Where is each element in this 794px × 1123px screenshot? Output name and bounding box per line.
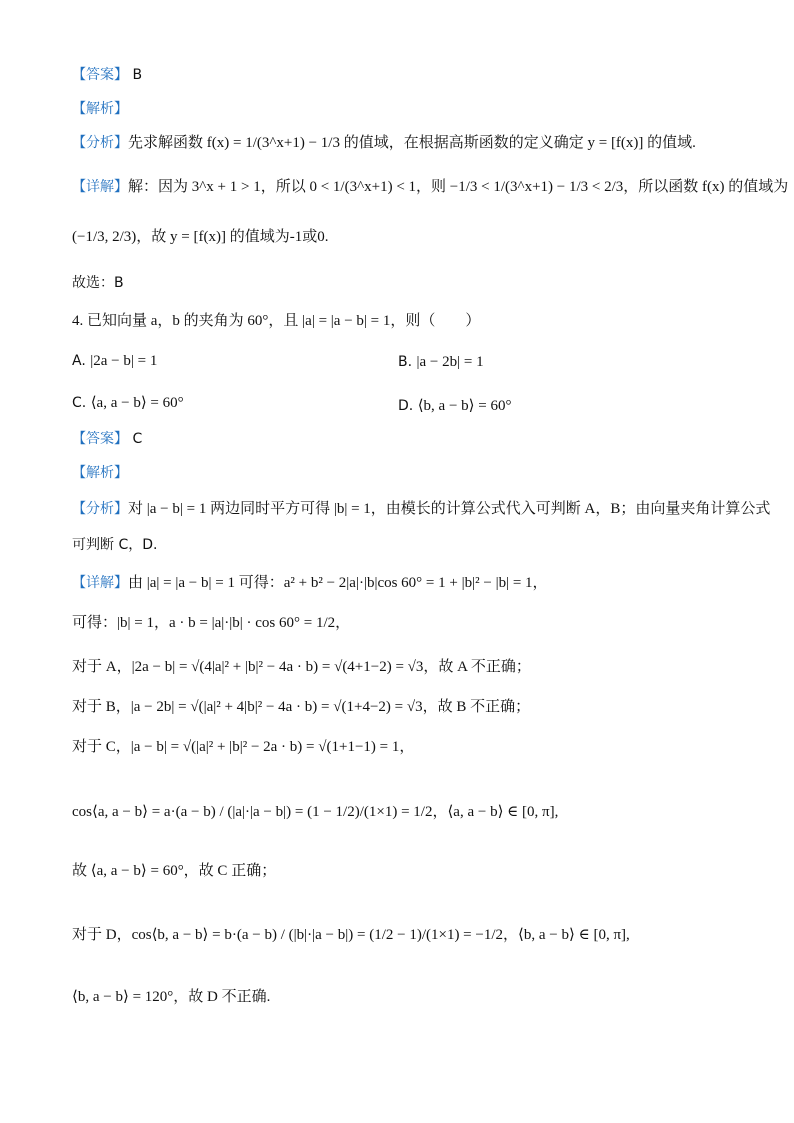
analysis-tag: 【解析】: [72, 101, 128, 117]
analysis-tag: 【解析】: [72, 465, 128, 481]
step-text: 对于 D，cos⟨b, a − b⟩ = b·(a − b) / (|b|·|a − b|) = (1/2 − 1)/(1×1) = −1/2，⟨b, a − b⟩ ∈ [0, π],: [72, 927, 630, 943]
option-b[interactable]: [398, 354, 484, 371]
step-text: 对于 A，|2a − b| = √(4|a|² + |b|² − 4a · b) = √(4+1−2) = √3，故 A 不正确；: [72, 659, 531, 675]
option-text: |a − 2b| = 1: [416, 354, 484, 370]
fenxi-text-1: 对 |a − b| = 1 两边同时平方可得 |b| = 1，由模长的计算公式代入可判断 A，B；由向量夹角计算公式: [128, 501, 771, 517]
fenxi-text-2: 可判断 C，D.: [72, 537, 158, 553]
option-label: D.: [398, 398, 414, 414]
option-label: B.: [398, 354, 413, 370]
xiangjie-step-3: [72, 660, 531, 675]
xiangjie-step-1: [72, 576, 548, 591]
xiangjie-step-4: [72, 700, 530, 715]
fenxi-line-q3: [72, 136, 696, 151]
xiangjie-tag: 【详解】: [72, 575, 128, 591]
xiangjie-step-6: [72, 805, 558, 820]
option-d[interactable]: [398, 396, 511, 415]
step-text: 对于 C，|a − b| = √(|a|² + |b|² − 2a · b) = √(1+1−1) = 1，: [72, 739, 415, 755]
fenxi-line2-q4: [72, 538, 157, 552]
fenxi-tag: 【分析】: [72, 501, 128, 517]
option-text: |2a − b| = 1: [90, 353, 158, 369]
xiangjie-step-2: [72, 616, 350, 631]
step-text: 由 |a| = |a − b| = 1 可得：a² + b² − 2|a|·|b|cos 60° = 1 + |b|² − |b| = 1，: [128, 575, 548, 591]
fenxi-text: 先求解函数 f(x) = 1/(3^x+1) − 1/3 的值域，在根据高斯函数的定义确定 y = [f(x)] 的值域.: [128, 135, 696, 151]
option-text: ⟨a, a − b⟩ = 60°: [90, 395, 184, 411]
step-text: cos⟨a, a − b⟩ = a·(a − b) / (|a|·|a − b|) = (1 − 1/2)/(1×1) = 1/2，⟨a, a − b⟩ ∈ [0, π],: [72, 804, 559, 820]
analysis-heading-q3: [72, 102, 128, 116]
step-text: 可得：|b| = 1，a · b = |a|·|b| · cos 60° = 1/2，: [72, 615, 351, 631]
step-text: ⟨b, a − b⟩ = 120°，故 D 不正确.: [72, 989, 271, 1005]
choose-line-q3: [72, 276, 124, 290]
answer-value: C: [132, 431, 143, 447]
analysis-heading-q4: [72, 466, 128, 480]
question-4-stem: [72, 314, 480, 329]
xiangjie-step-5: [72, 740, 414, 755]
option-text: ⟨b, a − b⟩ = 60°: [417, 398, 512, 414]
answer-line-q3: [72, 68, 142, 82]
xiangjie-step-7: [72, 864, 276, 879]
fenxi-tag: 【分析】: [72, 135, 128, 151]
choose-text: 故选：B: [72, 275, 124, 291]
xiangjie-step-9: [72, 990, 270, 1005]
xiangjie-step-8: [72, 928, 630, 943]
option-label: C.: [72, 395, 87, 411]
answer-line-q4: [72, 432, 142, 446]
xiangjie-text-1: 解：因为 3^x + 1 > 1，所以 0 < 1/(3^x+1) < 1，则 −1/3 < 1/(3^x+1) − 1/3 < 2/3，所以函数 f(x) 的值域为: [128, 179, 789, 195]
answer-value: B: [132, 67, 143, 83]
option-a[interactable]: [72, 354, 157, 369]
xiangjie-tag: 【详解】: [72, 179, 128, 195]
step-text: 故 ⟨a, a − b⟩ = 60°，故 C 正确；: [72, 863, 277, 879]
fenxi-line1-q4: [72, 502, 770, 517]
xiangjie-line2-q3: [72, 230, 328, 245]
option-label: A.: [72, 353, 86, 369]
answer-tag: 【答案】: [72, 67, 128, 83]
xiangjie-text-2: (−1/3, 2/3)，故 y = [f(x)] 的值域为-1或0.: [72, 229, 329, 245]
step-text: 对于 B，|a − 2b| = √(|a|² + 4|b|² − 4a · b) = √(1+4−2) = √3，故 B 不正确；: [72, 699, 531, 715]
option-c[interactable]: [72, 396, 184, 411]
answer-tag: 【答案】: [72, 431, 128, 447]
question-stem-text: 4. 已知向量 a，b 的夹角为 60°，且 |a| = |a − b| = 1，则（ ）: [72, 313, 481, 329]
xiangjie-line1-q3: [72, 180, 788, 195]
